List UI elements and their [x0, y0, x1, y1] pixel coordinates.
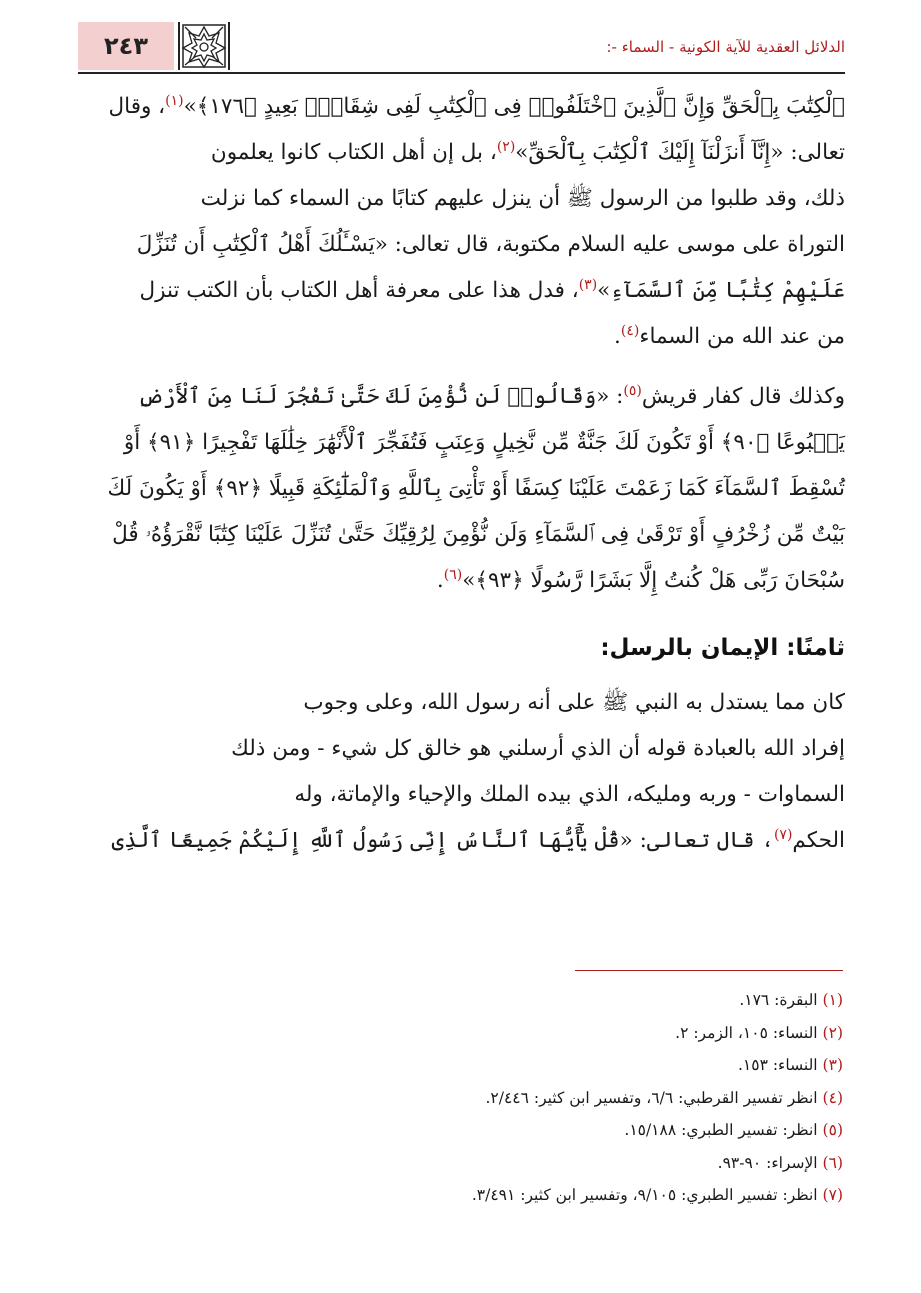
footnote-item: (٥) انظر: تفسير الطبري: ١٥/١٨٨. — [624, 1121, 843, 1139]
body-paragraph-2 — [78, 374, 845, 604]
footnote-item: (١) البقرة: ١٧٦. — [739, 991, 843, 1009]
text-run: وكذلك قال كفار قريش — [641, 384, 845, 409]
footnote-ref: (٢) — [496, 138, 516, 155]
page-number: ٢٤٣ — [104, 32, 148, 60]
text-run: كان مما يستدل به النبي ﷺ على أنه رسول الله، وعلى وجوب إفراد الله بالعبادة قوله أن الذي أرسلني هو خالق كل شيء - ومن ذلك السماوات - وربه ومليكه، الذي بيده الملك والإحياء والإماتة، وله الحكم — [231, 690, 845, 853]
footnote-ref: (٤) — [620, 322, 640, 339]
footnote-item: (٦) الإسراء: ٩٠-٩٣. — [717, 1153, 843, 1172]
text-run: ، فدل هذا على معرفة أهل الكتاب بأن الكتب تنزل من عند الله من السماء — [139, 278, 845, 349]
footnote-ref: (٥) — [623, 382, 642, 399]
page-number-box — [78, 22, 174, 70]
body-paragraph-1 — [78, 84, 845, 360]
footnotes-list — [76, 984, 843, 1212]
text-run: ، بل إن أهل الكتاب كانوا يعلمون ذلك، وقد طلبوا من الرسول ﷺ أن ينزل عليهم كتابًا من السماء كما نزلت التوراة على موسى عليه السلام مكتوبة، قال تعالى: «يَسْـَٔلُكَ أَهْلُ ٱلْكِتَٰبِ أَن تُنَزِّلَ عَلَيْهِمْ كِتَٰبًا مِّنَ ٱلسَّمَآءِ» — [136, 140, 845, 303]
body-paragraph-3 — [78, 680, 845, 864]
text-run: : «وَقَالُوا۟ لَن نُّؤْمِنَ لَكَ حَتَّىٰ تَفْجُرَ لَنَا مِنَ ٱلْأَرْضِ يَنۢبُوعًا ﴿٩٠﴾ أَوْ تَكُونَ لَكَ جَنَّةٌ مِّن نَّخِيلٍ وَعِنَبٍ فَتُفَجِّرَ ٱلْأَنْهَٰرَ خِلَٰلَهَا تَفْجِيرًا ﴿٩١﴾ أَوْ تُسْقِطَ ٱلسَّمَآءَ كَمَا زَعَمْتَ عَلَيْنَا كِسَفًا أَوْ تَأْتِىَ بِٱللَّهِ وَٱلْمَلَٰٓئِكَةِ قَبِيلًا ﴿٩٢﴾ أَوْ يَكُونَ لَكَ بَيْتٌ مِّن زُخْرُفٍ أَوْ تَرْقَىٰ فِى ٱلسَّمَآءِ وَلَن نُّؤْمِنَ لِرُقِيِّكَ حَتَّىٰ تُنَزِّلَ عَلَيْنَا كِتَٰبًا نَّقْرَؤُهُۥ قُلْ سُبْحَانَ رَبِّى هَلْ كُنتُ إِلَّا بَشَرًا رَّسُولًا ﴿٩٣﴾» — [107, 384, 845, 593]
footnote-ref: (٧) — [773, 826, 793, 843]
footnote-item: (٤) انظر تفسير القرطبي: ٦/٦، وتفسير ابن كثير: ٢/٤٤٦. — [485, 1088, 843, 1107]
page-header — [78, 22, 845, 74]
text-run: ٱلْكِتَٰبَ بِٱلْحَقِّ وَإِنَّ ٱلَّذِينَ ٱخْتَلَفُوا۟ فِى ٱلْكِتَٰبِ لَفِى شِقَاقٍۭ بَعِيدٍ ﴿١٧٦﴾» — [183, 94, 845, 119]
text-run: . — [436, 568, 444, 593]
footnote-item: (٢) النساء: ١٠٥، الزمر: ٢. — [675, 1023, 843, 1042]
footnote-ref: (١) — [165, 92, 184, 109]
footnote-item: (٧) انظر: تفسير الطبري: ٩/١٠٥، وتفسير ابن كثير: ٣/٤٩١. — [471, 1186, 843, 1204]
text-run: ، وقال تعالى: «إِنَّآ أَنزَلْنَآ إِلَيْكَ ٱلْكِتَٰبَ بِٱلْحَقِّ» — [108, 94, 845, 165]
footnote-ref: (٣) — [578, 276, 598, 293]
geometric-star-ornament-icon — [178, 22, 230, 70]
text-run: . — [614, 324, 621, 349]
text-run: ، قال تعالى: «قُلْ يَٰٓأَيُّهَا ٱلنَّاسُ إِنِّى رَسُولُ ٱللَّهِ إِلَيْكُمْ جَمِيعًا ٱلَّذِى — [111, 828, 774, 853]
main-text — [78, 84, 845, 864]
footnote-item: (٣) النساء: ١٥٣. — [737, 1056, 843, 1074]
footnote-ref: (٦) — [443, 566, 463, 583]
section-heading: ثامنًا: الإيمان بالرسل: — [600, 635, 845, 661]
running-title: الدلائل العقدية للآية الكونية - السماء -: — [606, 38, 845, 56]
footnote-divider — [575, 970, 843, 971]
